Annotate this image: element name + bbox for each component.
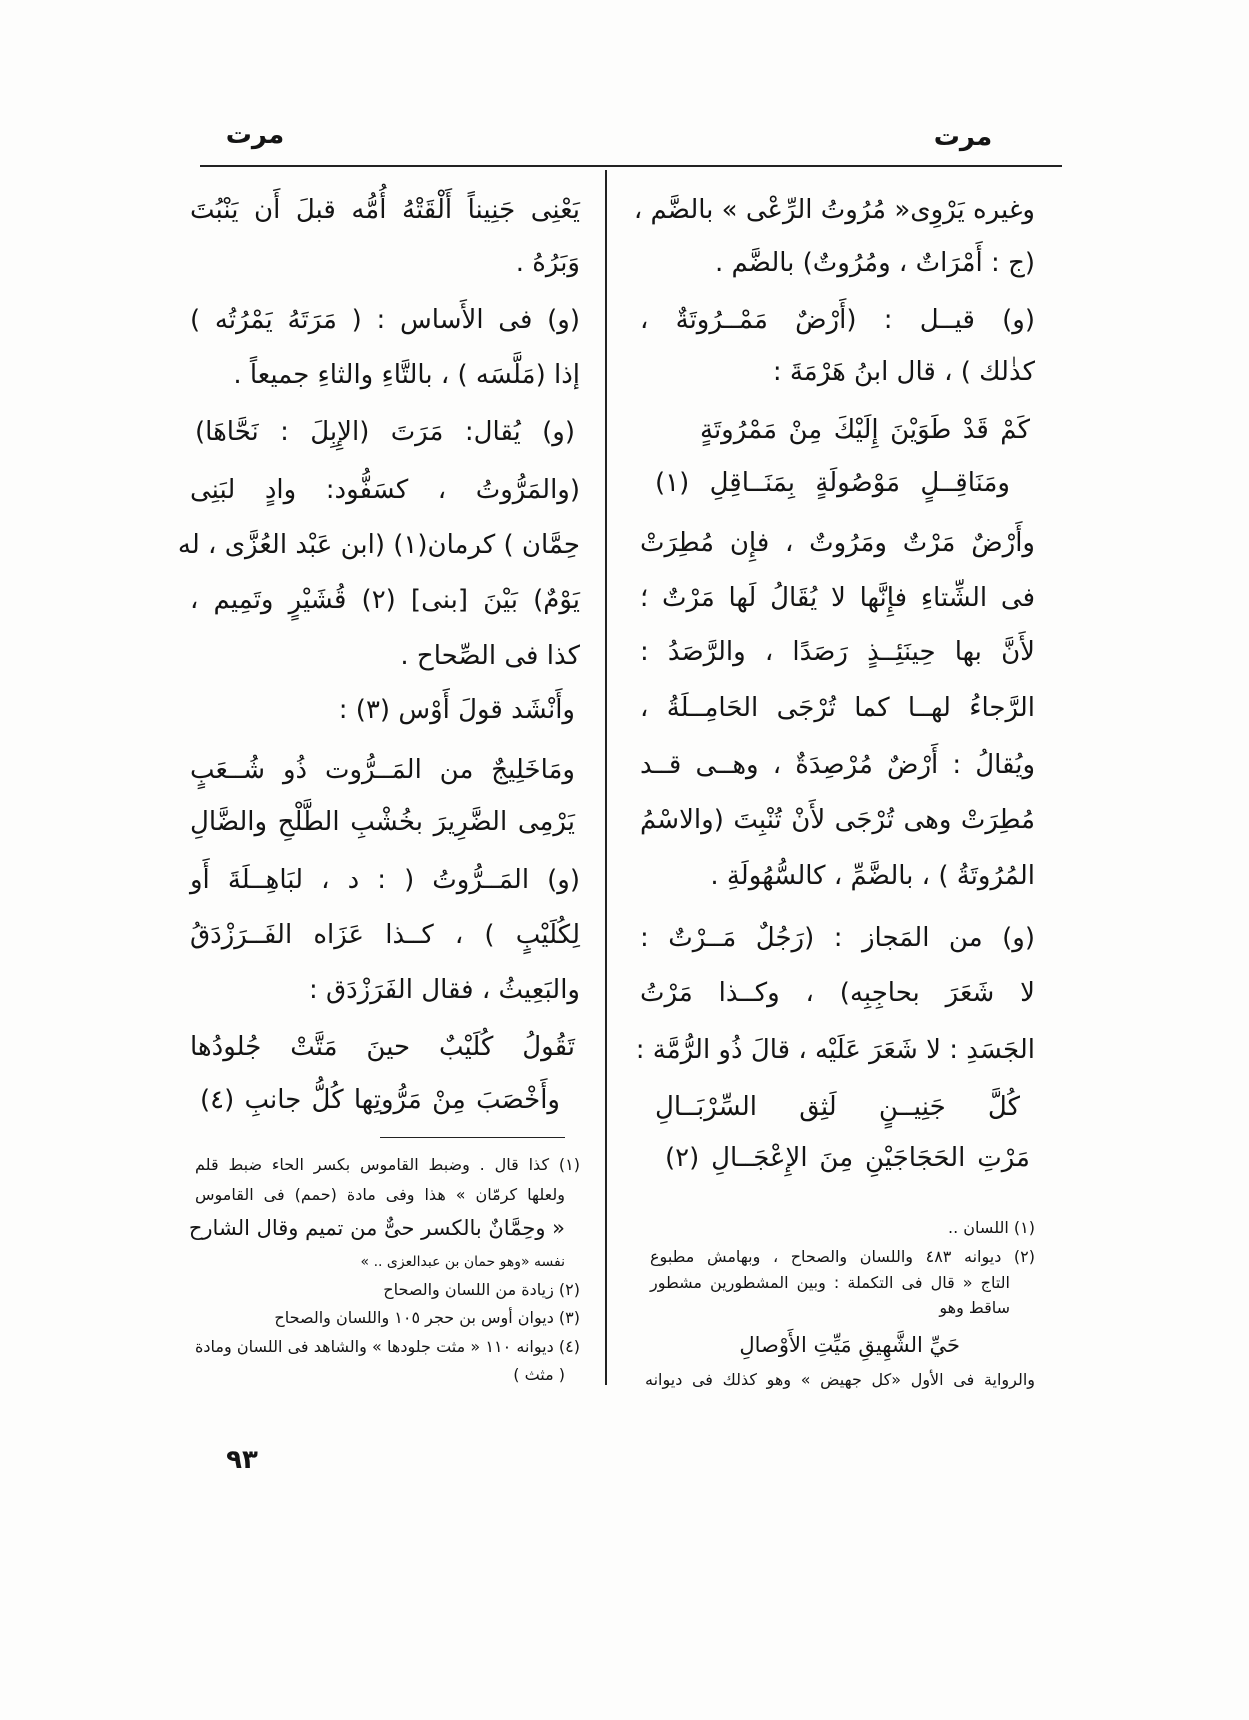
right-column xyxy=(635,0,1040,1420)
text-line: حِمَّان ) كرمان(١) (ابن عَبْد العُزَّى ، له xyxy=(177,530,580,560)
footnote-line: (١) كذا قال . وضبط القاموس بكسر الحاء ضبط قلم xyxy=(195,1155,580,1174)
footnote-line: « وحِمَّانٌ بالكسر حىٌّ من تميم وقال الشارح xyxy=(188,1216,565,1240)
text-line: كذا فى الصِّحاح . xyxy=(400,641,580,671)
text-line: (و) فى الأَساس : ( مَرَتَهُ يَمْرُتُه ) xyxy=(190,305,580,335)
left-column xyxy=(177,0,585,1420)
footnote-line: التاج « قال فى التكملة : وبين المشطورين مشطور xyxy=(650,1273,1010,1292)
footnote-line: نفسه «وهو حمان بن عبدالعزى .. » xyxy=(360,1254,565,1270)
footnote-line: (٢) زيادة من اللسان والصحاح xyxy=(383,1280,580,1299)
text-line: إذا (مَلَّسَه ) ، بالتَّاءِ والثاءِ جميعاً . xyxy=(233,360,580,390)
text-line: وَبَرُهُ . xyxy=(515,248,580,278)
text-line: (والمَرُّوتُ ، كسَفُّود: وادٍ لبَنِى xyxy=(190,475,580,505)
running-header-right: مرت xyxy=(933,122,993,152)
running-header-left: مرت xyxy=(225,120,285,150)
text-line: يَعْنِى جَنِيناً أَلْقَتْهُ أُمُّه قبلَ أَن يَنْبُتَ xyxy=(190,195,580,225)
text-line: والبَعِيثُ ، فقال الفَرَزْدَق : xyxy=(308,975,580,1005)
text-line: لِكُلَيْبٍ ) ، كــذا عَزَاه الفَــرَزْدَقُ xyxy=(190,920,580,950)
text-line: وأَنْشَد قولَ أَوْس (٣) : xyxy=(338,695,575,725)
footnote-verse: حَيِّ الشَّهِيقِ مَيِّتِ الأَوْصالِ xyxy=(739,1333,960,1357)
footnote-line: (٢) ديوانه ٤٨٣ واللسان والصحاح ، وبهامش مطبوع xyxy=(650,1247,1035,1266)
text-line: ويُقالُ : أَرْضٌ مُرْصِدَةٌ ، وهــى قــد xyxy=(640,750,1035,780)
verse-line: مَرْتِ الحَجَاجَيْنِ مِنَ الإِعْجَــالِ (٢) xyxy=(665,1143,1030,1173)
footnote-line: (١) اللسان .. xyxy=(948,1218,1035,1237)
text-line: المُرُوتَةُ ) ، بالضَّمِّ ، كالسُّهُولَةِ . xyxy=(710,861,1035,891)
text-line: كذٰلك ) ، قال ابنُ هَرْمَةَ : xyxy=(772,357,1035,387)
verse-line: يَرْمِى الضَّرِيرَ بخُشْبِ الطَّلْحِ والضَّالِ xyxy=(190,807,575,837)
column-divider xyxy=(605,170,607,1385)
verse-line: كُلَّ جَنِيــنٍ لَثِق السِّرْبَــالِ xyxy=(655,1092,1020,1122)
verse-line: ومَاخَلِيجٌ من المَــرُّوت ذُو شُــعَبٍ xyxy=(190,755,575,785)
footnote-line: والرواية فى الأول «كل جهيض » وهو كذلك فى ديوانه xyxy=(645,1370,1035,1389)
text-line: لأَنَّ بها حِينَئِــذٍ رَصَدًا ، والرَّصَدُ : xyxy=(640,637,1035,667)
text-line: (و) يُقال: مَرَتَ (الإِبِلَ : نَحَّاهَا) xyxy=(195,417,575,447)
page-number: ٩٣ xyxy=(226,1445,258,1475)
footnote-line: ولعلها كرمّان » هذا وفى مادة (حمم) فى القاموس xyxy=(195,1185,565,1204)
footnote-line: ( مثث ) xyxy=(513,1365,565,1384)
text-line: لا شَعَرَ بحاجِبِه) ، وكــذا مَرْتُ xyxy=(640,978,1035,1008)
footnote-line: (٣) ديوان أوس بن حجر ١٠٥ واللسان والصحاح xyxy=(274,1308,580,1327)
footnote-line: ساقط وهو xyxy=(939,1298,1010,1317)
text-line: وغيره يَرْوِى« مُرُوتُ الرِّعْى » بالضَّم ، xyxy=(633,195,1035,225)
text-line: (و) من المَجاز : (رَجُلٌ مَــرْتٌ : xyxy=(640,923,1035,953)
verse-line: ومَنَاقِــلٍ مَوْصُولَةٍ بِمَنَــاقِلِ (١) xyxy=(655,468,1010,498)
text-line: (و) قيــل : (أَرْضٌ مَمْــرُوتَةٌ ، xyxy=(640,305,1035,335)
verse-line: تَقُولُ كُلَيْبٌ حينَ مَتَّتْ جُلودُها xyxy=(190,1032,575,1062)
text-line: مُطِرَتْ وهى تُرْجَى لأَنْ تُنْبِتَ (والاسْمُ xyxy=(640,805,1035,835)
text-line: وأَرْضٌ مَرْتٌ ومَرُوتٌ ، فإِن مُطِرَتْ xyxy=(640,528,1035,558)
text-line: يَوْمٌ) بَيْنَ [بنى] (٢) قُشَيْرٍ وتَمِيم ، xyxy=(190,585,580,615)
text-line: (ج : أَمْرَاتٌ ، ومُرُوتٌ) بالضَّم . xyxy=(714,248,1035,278)
text-line: (و) المَــرُّوتُ ( : د ، لبَاهِــلَةَ أَو xyxy=(190,865,580,895)
text-line: الجَسَدِ : لا شَعَرَ عَلَيْه ، قالَ ذُو الرُّمَّة : xyxy=(635,1035,1035,1065)
verse-line: كَمْ قَدْ طَوَيْنَ إِلَيْكَ مِنْ مَمْرُوتَةٍ xyxy=(700,415,1030,445)
footnote-line: (٤) ديوانه ١١٠ « مثت جلودها » والشاهد فى اللسان ومادة xyxy=(195,1337,580,1356)
verse-line: وأَخْصَبَ مِنْ مَرُّوتِها كُلُّ جانبِ (٤) xyxy=(200,1085,560,1115)
text-line: الرَّجاءُ لهــا كما تُرْجَى الحَامِــلَةُ ، xyxy=(640,693,1035,723)
text-line: فى الشِّتاءِ فإِنَّها لا يُقَالُ لَها مَرْتٌ ؛ xyxy=(640,583,1035,613)
